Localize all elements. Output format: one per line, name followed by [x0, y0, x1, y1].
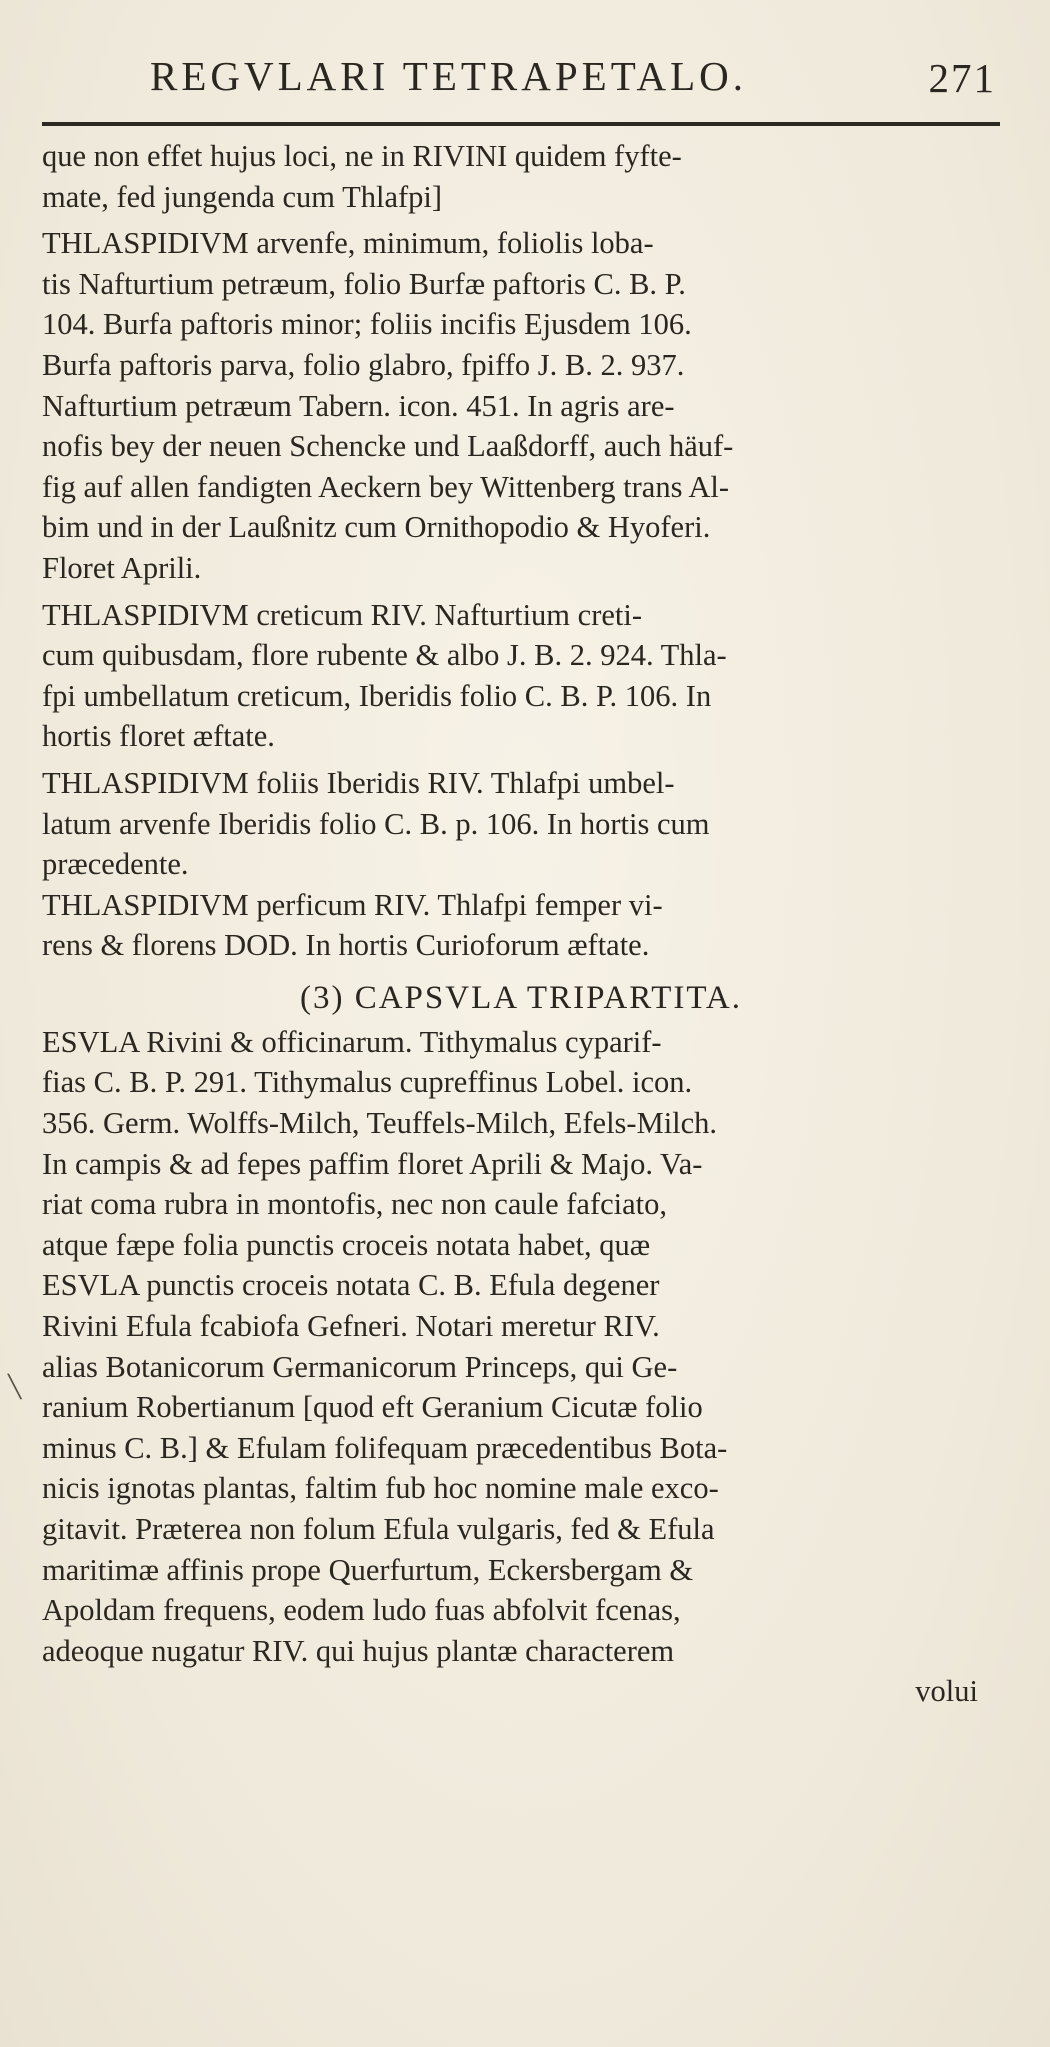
text-line: maritimæ affinis prope Querfurtum, Eckersbergam & — [42, 1552, 694, 1587]
text-line: Apoldam frequens, eodem ludo fuas abfolvit fcenas, — [42, 1593, 681, 1628]
text-line: minus C. B.] & Efulam folifequam præcedentibus Bota- — [42, 1430, 728, 1465]
text-line: atque fæpe folia punctis croceis notata habet, quæ — [42, 1227, 651, 1262]
page-number: 271 — [928, 55, 996, 101]
text-line: ESVLA punctis croceis notata C. B. Efula degener — [42, 1268, 660, 1303]
text-line: adeoque nugatur RIV. qui hujus plantæ characterem — [42, 1633, 675, 1668]
text-line: THLASPIDIVM arvenfe, minimum, foliolis loba- — [42, 226, 654, 261]
text-line: latum arvenfe Iberidis folio C. B. p. 106. In hortis cum — [42, 806, 710, 841]
text-line: Floret Aprili. — [42, 550, 202, 585]
text-line: ranium Robertianum [quod eft Geranium Cicutæ folio — [42, 1390, 703, 1425]
text-line: Nafturtium petræum Tabern. icon. 451. In agris are- — [42, 388, 675, 423]
text-line: cum quibusdam, flore rubente & albo J. B. 2. 924. Thla- — [42, 638, 727, 673]
text-line: riat coma rubra in montofis, nec non caule fafciato, — [42, 1187, 667, 1222]
text-line: In campis & ad fepes paffim floret Aprili & Majo. Va- — [42, 1146, 703, 1181]
text-line: 356. Germ. Wolffs-Milch, Teuffels-Milch, Efels-Milch. — [42, 1106, 718, 1141]
running-head-title: REGVLARI TETRAPETALO. — [150, 53, 747, 99]
text-line: nofis bey der neuen Schencke und Laaßdorff, auch häuf- — [42, 429, 734, 464]
text-line: bim und in der Laußnitz cum Ornithopodio & Hyoferi. — [42, 510, 711, 545]
text-line: THLASPIDIVM foliis Iberidis RIV. Thlafpi umbel- — [42, 765, 675, 800]
text-line: nicis ignotas plantas, faltim fub hoc nomine male exco- — [42, 1471, 719, 1506]
catchword: volui — [915, 1674, 978, 1709]
text-line: mate, fed jungenda cum Thlafpi] — [42, 179, 443, 214]
text-line: 104. Burfa paftoris minor; foliis incifis Ejusdem 106. — [42, 307, 692, 342]
text-line: gitavit. Præterea non folum Efula vulgaris, fed & Efula — [42, 1512, 715, 1546]
text-line: Rivini Efula fcabiofa Gefneri. Notari meretur RIV. — [42, 1309, 660, 1344]
text-line: hortis floret æftate. — [42, 719, 275, 754]
text-line: fig auf allen fandigten Aeckern bey Wittenberg trans Al- — [42, 469, 730, 504]
running-head — [150, 52, 1010, 112]
margin-tick-mark: ╲ — [8, 1374, 22, 1399]
text-line: ESVLA Rivini & officinarum. Tithymalus cyparif- — [42, 1024, 662, 1059]
text-line: THLASPIDIVM perficum RIV. Thlafpi femper vi- — [42, 887, 663, 922]
text-line: Burfa paftoris parva, folio glabro, fpiffo J. B. 2. 937. — [42, 347, 685, 382]
body-text — [42, 136, 1000, 1712]
text-line: que non effet hujus loci, ne in RIVINI quidem fyfte- — [42, 139, 682, 173]
header-rule — [42, 122, 1000, 126]
text-line: fias C. B. P. 291. Tithymalus cupreffinus Lobel. icon. — [42, 1065, 693, 1100]
text-line: præcedente. — [42, 847, 189, 882]
text-line: tis Nafturtium petræum, folio Burfæ paftoris C. B. P. — [42, 266, 686, 301]
text-line: THLASPIDIVM creticum RIV. Nafturtium creti- — [42, 597, 642, 632]
text-line: rens & florens DOD. In hortis Curioforum æftate. — [42, 928, 650, 963]
text-line: fpi umbellatum creticum, Iberidis folio C. B. P. 106. In — [42, 678, 712, 713]
text-line: alias Botanicorum Germanicorum Princeps, qui Ge- — [42, 1349, 678, 1384]
section-heading: (3) CAPSVLA TRIPARTITA. — [299, 979, 743, 1016]
